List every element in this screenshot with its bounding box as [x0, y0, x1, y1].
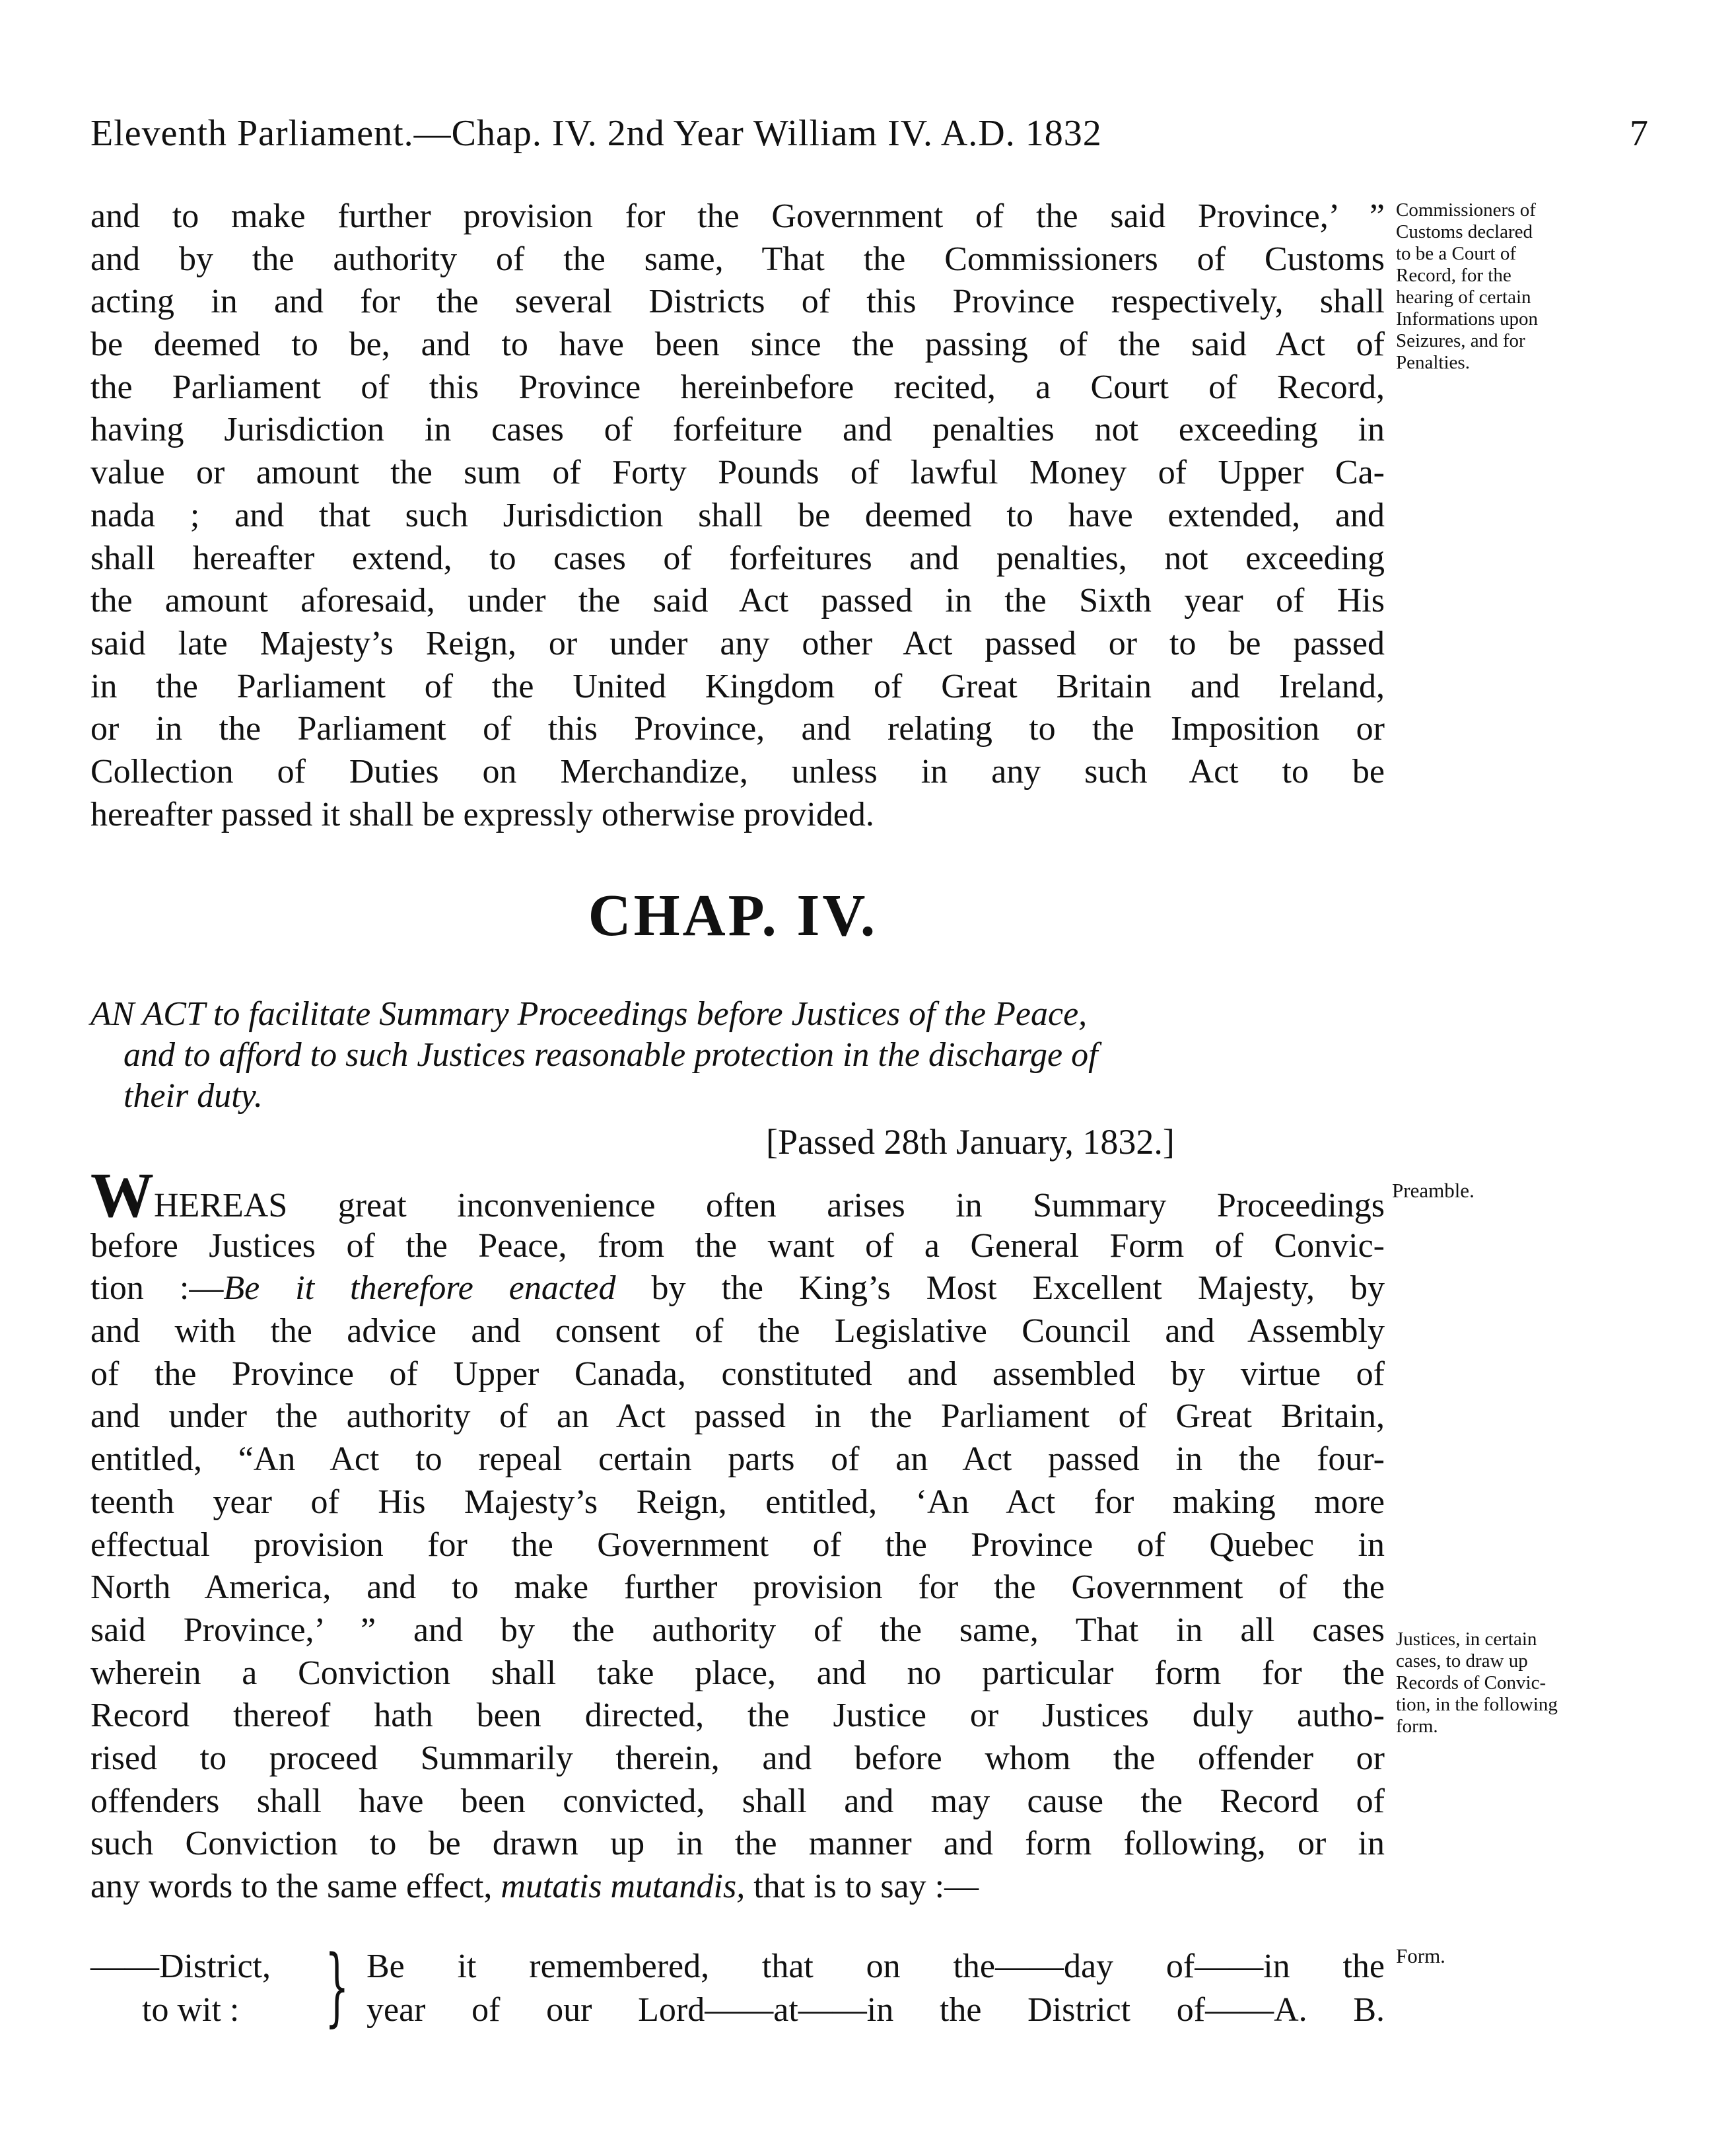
preamble-paragraph: [90, 1160, 1385, 1909]
marginal-line: to be a Court of: [1396, 243, 1517, 264]
form-right-line: year of our Lord——at——in the District of——A. B.: [366, 1991, 1385, 2029]
text-line: or in the Parliament of this Province, and relating to the Imposition or: [90, 710, 1385, 748]
marginal-note-justices: [1396, 1629, 1653, 1738]
marginal-line: hearing of certain: [1396, 287, 1531, 308]
text-line: offenders shall have been convicted, shall and may cause the Record of: [90, 1782, 1385, 1820]
marginal-line: tion, in the following: [1396, 1694, 1558, 1715]
text-line: and with the advice and consent of the Legislative Council and Assembly: [90, 1312, 1385, 1351]
text-line: the amount aforesaid, under the said Act passed in the Sixth year of His: [90, 582, 1385, 620]
marginal-line: Informations upon: [1396, 308, 1539, 330]
text-line: Record thereof hath been directed, the Justice or Justices duly autho-: [90, 1697, 1385, 1735]
form-left-line: ——District,: [90, 1948, 271, 1985]
text-line: shall hereafter extend, to cases of forfeitures and penalties, not exceeding: [90, 539, 1385, 577]
text-line: Collection of Duties on Merchandize, unless in any such Act to be: [90, 752, 1385, 791]
text-line: nada ; and that such Jurisdiction shall be deemed to have extended, and: [90, 496, 1385, 534]
text-fragment: any words to the same effect,: [90, 1868, 501, 1905]
act-title-line: and to afford to such Justices reasonable protection in the discharge of: [123, 1036, 1098, 1074]
text-line: wherein a Conviction shall take place, and no particular form for the: [90, 1654, 1385, 1692]
text-line: in the Parliament of the United Kingdom of Great Britain and Ireland,: [90, 667, 1385, 705]
marginal-line: Records of Convic-: [1396, 1672, 1546, 1693]
continuation-paragraph: [90, 195, 1385, 836]
text-line: of the Province of Upper Canada, constituted and assembled by virtue of: [90, 1354, 1385, 1393]
text-line: the Parliament of this Province hereinbefore recited, a Court of Record,: [90, 368, 1385, 406]
text-line: effectual provision for the Government of the Province of Quebec in: [90, 1526, 1385, 1564]
page-number: 7: [1630, 113, 1649, 154]
text-line: said Province,’ ” and by the authority of the same, That in all cases: [90, 1611, 1385, 1649]
form-text: [366, 1945, 1385, 2032]
text-fragment: that is to say :—: [745, 1868, 979, 1905]
drop-cap: W: [90, 1160, 154, 1230]
form-left-line: to wit :: [142, 1991, 240, 2029]
marginal-note-commissioners: [1396, 199, 1653, 374]
text-line: acting in and for the several Districts of this Province respectively, shall: [90, 283, 1385, 321]
emphasis-text: Be it therefore enacted: [223, 1269, 616, 1308]
form-right-line: Be it remembered, that on the——day of——in the: [366, 1948, 1385, 1985]
text-line: such Conviction to be drawn up in the manner and form following, or in: [90, 1825, 1385, 1863]
text-line: said late Majesty’s Reign, or under any other Act passed or to be passed: [90, 624, 1385, 662]
text-fragment: tion :—: [90, 1269, 224, 1308]
text-line: rised to proceed Summarily therein, and before whom the offender or: [90, 1739, 1385, 1777]
text-line: and to make further provision for the Government of the said Province,’ ”: [90, 197, 1385, 235]
text-line: entitled, “An Act to repeal certain parts of an Act passed in the four-: [90, 1440, 1385, 1479]
marginal-line: Commissioners of: [1396, 199, 1536, 221]
header-title: Eleventh Parliament.—Chap. IV. 2nd Year William IV. A.D. 1832: [90, 113, 1102, 154]
marginal-line: Penalties.: [1396, 352, 1470, 373]
act-title-line: AN ACT to facilitate Summary Proceedings before Justices of the Peace,: [90, 995, 1088, 1033]
text-line: teenth year of His Majesty’s Reign, entitled, ‘An Act for making more: [90, 1483, 1385, 1521]
text-line: and under the authority of an Act passed in the Parliament of Great Britain,: [90, 1397, 1385, 1436]
text-line: and by the authority of the same, That the Commissioners of Customs: [90, 240, 1385, 278]
text-line: [90, 1267, 1385, 1310]
emphasis-text: mutatis mutandis,: [501, 1868, 746, 1905]
text-fragment: by the King’s Most Excellent Majesty, by: [615, 1269, 1385, 1308]
act-title-line: their duty.: [123, 1077, 263, 1115]
marginal-line: Customs declared: [1396, 221, 1533, 242]
marginal-note-form: Form.: [1396, 1944, 1445, 1967]
text-line: before Justices of the Peace, from the want of a General Form of Convic-: [90, 1226, 1385, 1265]
text-line: be deemed to be, and to have been since the passing of the said Act of: [90, 326, 1385, 364]
chapter-heading: CHAP. IV.: [588, 883, 878, 948]
marginal-line: cases, to draw up: [1396, 1650, 1528, 1671]
text-line: having Jurisdiction in cases of forfeiture and penalties not exceeding in: [90, 411, 1385, 449]
text-line: hereafter passed it shall be expressly otherwise provided.: [90, 795, 874, 833]
text-line: value or amount the sum of Forty Pounds of lawful Money of Upper Ca-: [90, 454, 1385, 492]
running-header: [90, 112, 1649, 172]
marginal-note-preamble: Preamble.: [1392, 1179, 1475, 1202]
text-line: [90, 1160, 1385, 1230]
text-line: North America, and to make further provision for the Government of the: [90, 1568, 1385, 1607]
marginal-line: Justices, in certain: [1396, 1629, 1537, 1650]
marginal-line: form.: [1396, 1716, 1438, 1737]
brace-icon: }: [325, 1938, 349, 2036]
text-line: [90, 1866, 1385, 1909]
marginal-line: Record, for the: [1396, 265, 1511, 286]
form-district-label: [90, 1945, 328, 2032]
marginal-line: Seizures, and for: [1396, 330, 1525, 351]
act-title: [90, 994, 1385, 1117]
passed-date: [Passed 28th January, 1832.]: [766, 1122, 1175, 1162]
first-line-text: HEREAS great inconvenience often arises in Summary Proceedings: [154, 1187, 1385, 1224]
